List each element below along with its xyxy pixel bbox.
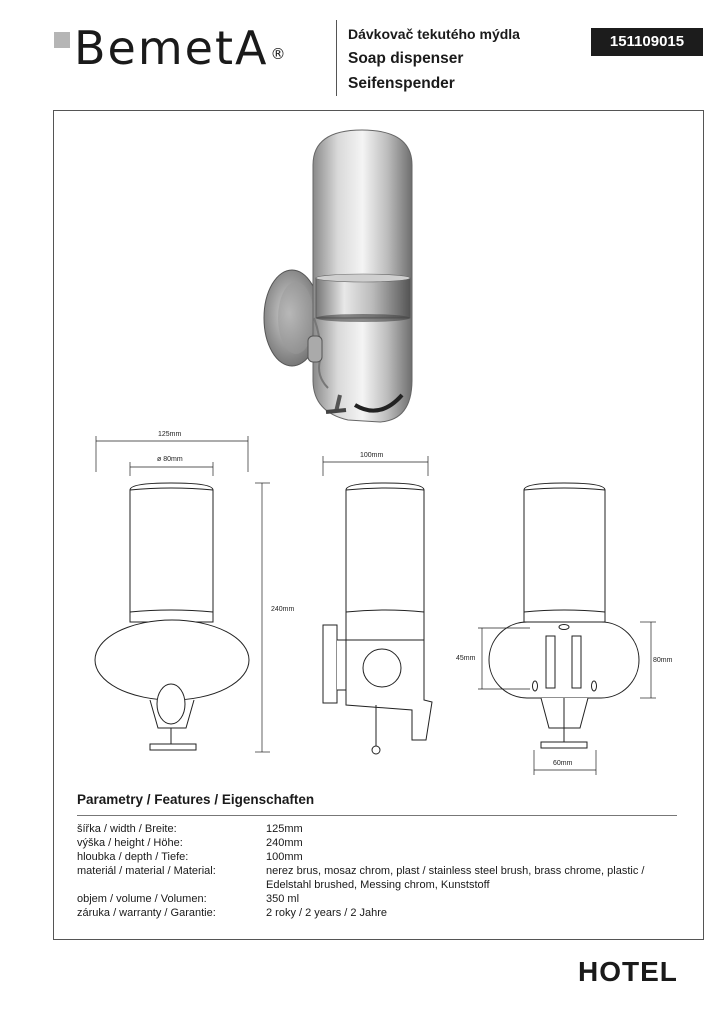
spec-row — [77, 822, 677, 836]
spec-key: záruka / warranty / Garantie: — [77, 907, 216, 919]
spec-value: 240mm — [266, 837, 303, 849]
product-photo — [264, 130, 412, 422]
spec-row — [77, 906, 677, 920]
front-view-drawing — [95, 483, 249, 750]
title-czech: Dávkovač tekutého mýdla — [348, 26, 520, 42]
features-divider — [77, 815, 677, 816]
spec-key: výška / height / Höhe: — [77, 837, 183, 849]
features-heading: Parametry / Features / Eigenschaften — [77, 792, 315, 807]
title-german: Seifenspender — [348, 75, 455, 92]
spec-row — [77, 850, 677, 864]
bottom-width-label: 60mm — [553, 760, 573, 767]
spec-value: nerez brus, mosaz chrom, plast / stainless steel brush, brass chrome, plastic / Edelstahl brushed, Messing chrom, Kunststoff — [266, 865, 645, 891]
spec-value: 125mm — [266, 823, 303, 835]
depth-dimension-label: 100mm — [360, 452, 384, 459]
spec-row — [77, 892, 677, 906]
spec-row — [77, 864, 677, 892]
spec-key: materiál / material / Material: — [77, 865, 216, 877]
spec-key: hloubka / depth / Tiefe: — [77, 851, 189, 863]
hole-spacing-label: 45mm — [456, 655, 476, 662]
spec-row — [77, 836, 677, 850]
product-code-badge: 151109015 — [591, 28, 703, 56]
title-english: Soap dispenser — [348, 50, 464, 67]
plate-height-label: 80mm — [653, 657, 673, 664]
category-label: HOTEL — [578, 956, 678, 987]
back-view-drawing — [489, 483, 639, 748]
brand-name: BemetA — [74, 21, 269, 75]
spec-key: objem / volume / Volumen: — [77, 893, 207, 905]
registered-mark: ® — [270, 45, 288, 63]
spec-value: 350 ml — [266, 893, 300, 905]
diameter-dimension-label: ø 80mm — [157, 456, 183, 463]
spec-key: šířka / width / Breite: — [77, 823, 177, 835]
side-view-dimensions — [323, 456, 428, 476]
side-view-drawing — [323, 483, 432, 754]
spec-value: 100mm — [266, 851, 303, 863]
spec-table — [77, 822, 677, 920]
height-dimension-label: 240mm — [271, 606, 295, 613]
spec-value: 2 roky / 2 years / 2 Jahre — [266, 907, 388, 919]
width-dimension-label: 125mm — [158, 431, 182, 438]
